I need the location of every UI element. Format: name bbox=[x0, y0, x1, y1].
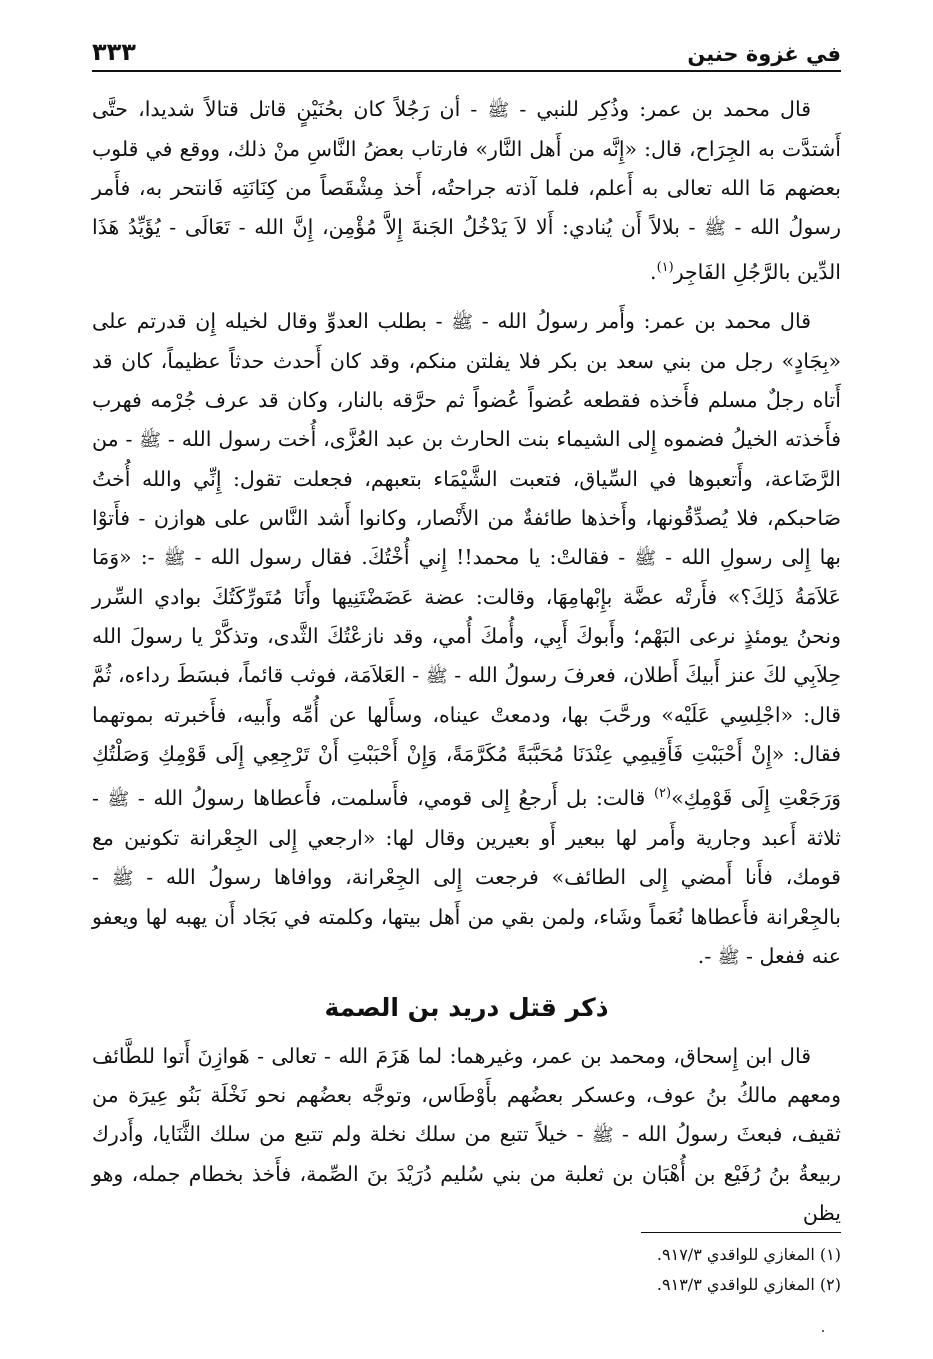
text-segment: -: «وَمَا عَلاَمَةُ ذَلِكَ؟» فأَرتْه عضَّة بإِبْهامِهَا، وقالت: عضة عَضَضْتَنِيها وأَنَا مُتَورِّكَتُكَ بوادي السِّرر ونحنُ يومئذٍ نرعى البَهْم؛ وأَبوكَ أَبِي، وأُمكَ أُمي، وقد نازعْتُكَ الثَّدى، وتذكَّرْ يا رسولَ الله حِلاَبِي لكَ عنز أَبيكَ أَطلان، فعرفَ رسولُ الله - bbox=[92, 544, 841, 687]
text-segment: - خيلاً تتبع من سلك نخلة ولم تتبع من سلك الثَّنَايا، وأَدرك ربيعةُ بنُ رُفَيْع بن أُهْبَان بن ثعلبة من بني سُليم دُرَيْدَ بنَ الصِّمة، فأَخذ بخطام جمله، وهو يظن bbox=[92, 1121, 841, 1225]
text-segment: - فقالتْ: يا محمد!! إِني أُخْتُكَ. فقال رسول الله - bbox=[185, 544, 635, 569]
speck-mark bbox=[822, 1330, 824, 1332]
footnote-ref[interactable]: (٢) bbox=[653, 785, 672, 801]
text-segment: . bbox=[650, 259, 657, 284]
text-segment: - أن رَجُلاً كان بحُنَيْنٍ قاتل قتالاً شديدا، حتَّى أَشتدَّت به الجِرَاح، قال: «إِنَّه من أَهل النَّار» فارتاب بعضُ النَّاسِ منْ ذلك، ووقع في قلوب بعضهم مَا الله تعالى به أَعلم، فلما آذته جراحتُه، أَخذ مِشْقَصاً من كِنَانَتِه فَانتحر به، فأَمر رسولُ الله - bbox=[92, 97, 841, 239]
text-segment: - من الرَّضَاعة، وأَتعبوها في السِّياق، فتعبت الشَّيْمَاء بتعبهم، فجعلت تقول: إِنِّي والله أُختُ صَاحبكم، فلا يُصدِّقُونها، وأَخذها طائفةٌ من الأَنْصار، وكانوا أَشد النَّاس على هوازن - فأَتوْا بها إِلى رسولِ الله - bbox=[92, 426, 842, 569]
salla-symbol: ﷺ bbox=[451, 311, 474, 333]
salla-symbol: ﷺ bbox=[591, 1124, 614, 1146]
salla-symbol: ﷺ bbox=[425, 665, 448, 687]
page-header bbox=[92, 26, 841, 72]
salla-symbol: ﷺ bbox=[111, 867, 134, 889]
footnote-divider bbox=[641, 1232, 841, 1233]
salla-symbol: ﷺ bbox=[704, 218, 726, 239]
paragraph-2 bbox=[92, 302, 841, 977]
paragraph-1 bbox=[92, 90, 841, 292]
paragraph-3 bbox=[92, 1037, 841, 1233]
salla-symbol: ﷺ bbox=[107, 788, 130, 810]
text-segment: - ثلاثة أَعبد وجارية وأَمر لها ببعير أَو بعيرين وقال لها: «ارجعي إِلى الجِعْرانة تكونين مع قومك، فأَنا أَمضي إِلى الطائف» فرجعت إِلى الجِعْرانة، ووافاها رسولُ الله - bbox=[92, 785, 841, 889]
chapter-title: في غزوة حنين bbox=[687, 42, 841, 66]
text-segment: قال محمد بن عمر: وذُكِر للنبي - bbox=[509, 97, 812, 121]
text-segment: - بطلب العدوِّ وقال لخيله إِن قدرتم على «بِجَادٍ» رجل من بني سعد بن بكر فلا يفلتن منكم، وقد كان أَحدث حدثاً عظيماً، كان قد أَتاه رجلٌ مسلم فأَخذه فقطعه عُضواً عُضواً ثم حرَّقه بالنار، وكان قد عرف جُرْمه فهرب فأَخذته الخيلُ فضموه إِلى الشيماء بنت الحارث بن عبد العُزَّى، أُخت رسول الله - bbox=[92, 308, 841, 451]
text-segment: - العَلاَمَة، فوثب قائماً، فبسَطَ رداءه، ثُمَّ قال: «اجْلِسِي عَلَيْه» ورحَّبَ بها، ودمعتْ عيناه، وسأَلها عن أُمِّه وأَبيه، فأَخبرته بموتهما فقال: «إِنْ أَحْبَبْتِ فَأَقِيمِي عِنْدَنَا مُحَبَّبَةً مُكَرَّمَةً، وَإِنْ أَحْبَبْتِ أَنْ تَرْجِعِي إِلَى قَوْمِكِ وَصَلْتُكِ وَرَجَعْتِ إِلَى قَوْمِكِ» bbox=[92, 662, 841, 810]
text-segment: قال محمد بن عمر: وأَمر رسولُ الله - bbox=[473, 308, 812, 333]
footnote-1: (١) المغازي للواقدي ٩١٧/٣. bbox=[656, 1245, 841, 1264]
salla-symbol: ﷺ bbox=[163, 547, 186, 569]
main-text bbox=[92, 90, 841, 1243]
salla-symbol: ﷺ bbox=[717, 946, 740, 968]
section-heading: ذكر قتل دريد بن الصمة bbox=[324, 992, 609, 1022]
footnote-ref[interactable]: (١) bbox=[656, 260, 674, 275]
footnotes bbox=[92, 1240, 841, 1300]
text-segment: - بالجِعْرانة فأَعطاها نُعَماً وشَاء، ولمن بقي من أَهل بيتها، وكلمته في بَجَاد أَن يهبه لها ويعفو عنه ففعل - bbox=[92, 864, 841, 968]
salla-symbol: ﷺ bbox=[139, 429, 162, 451]
salla-symbol: ﷺ bbox=[487, 100, 510, 121]
footnote-2: (٢) المغازي للواقدي ٩١٣/٣. bbox=[656, 1275, 841, 1294]
salla-symbol: ﷺ bbox=[634, 547, 657, 569]
text-segment: - بلالاً أَن يُنادي: أَلا لاَ يَدْخُلُ الجَنةَ إِلاَّ مُؤْمِن، إِنَّ الله - تَعَالَى - يُؤَيِّدُ هَذَا الدِّين بالرَّجُلِ الفَاجِر bbox=[92, 215, 841, 284]
text-segment: -. bbox=[697, 943, 718, 968]
text-segment: قال ابن إِسحاق، ومحمد بن عمر، وغيرهما: لما هَزَمَ الله - تعالى - هَوازِنَ أَتوا للطَّائف ومعهم مالكُ بنُ عوف، وعسكر بعضُهم بأَوْطَاس، وتوجَّه بعضُهم نحو نَخْلَة بَنُو عِيرَة من ثقيف، فبعثَ رسولُ الله - bbox=[92, 1043, 841, 1146]
page-number: ٣٣٣ bbox=[92, 38, 136, 66]
text-segment: قالت: بل أَرجعُ إِلى قومي، فأَسلمت، فأَعطاها رسولُ الله - bbox=[129, 785, 654, 810]
